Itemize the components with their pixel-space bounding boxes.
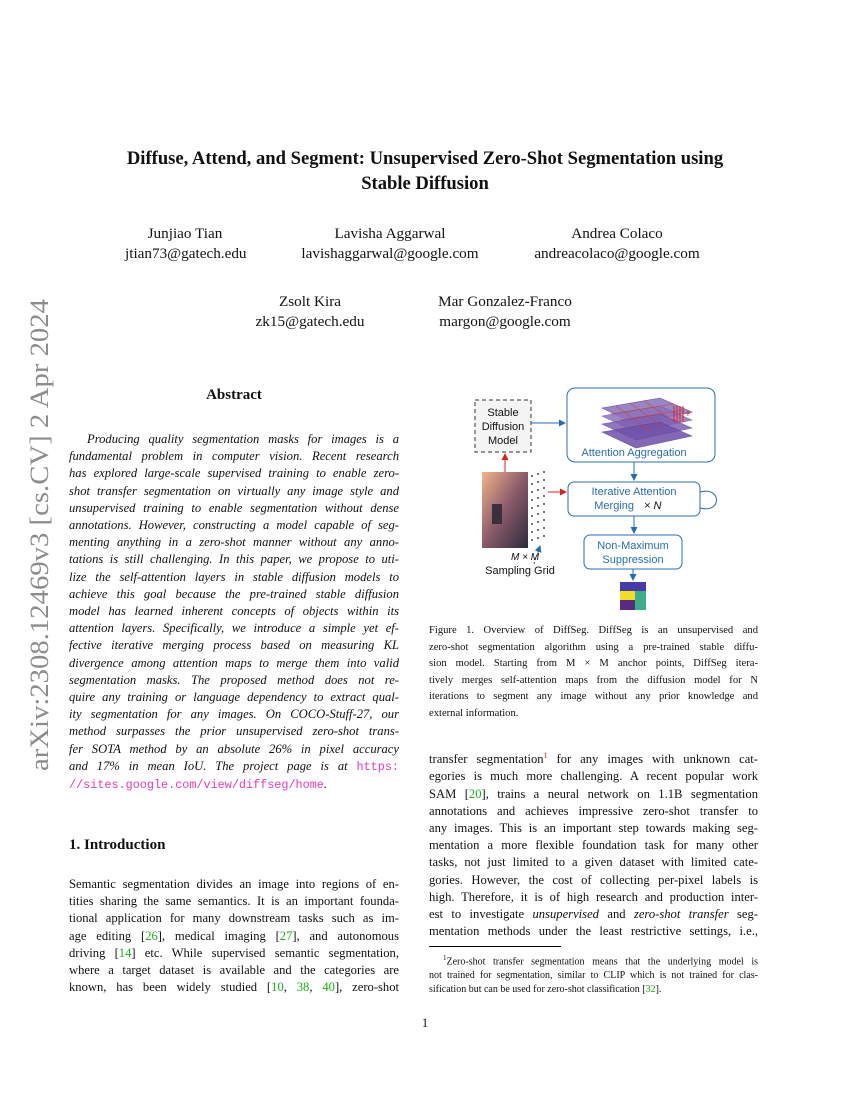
project-page-link[interactable]: https:	[356, 759, 399, 774]
footnote-rule	[429, 946, 561, 947]
body-line: gories. However, the cost of collecting per-pixel labels is	[429, 872, 758, 887]
iam-times-n: × N	[644, 500, 662, 512]
sd-label-3: Model	[488, 435, 518, 447]
citation[interactable]: 26	[145, 928, 158, 943]
arxiv-stamp	[2, 295, 60, 775]
nms-label-2: Suppression	[602, 554, 664, 566]
author-email: andreacolaco@google.com	[534, 245, 700, 262]
intro-line	[69, 928, 399, 945]
citation[interactable]: 38	[296, 980, 310, 995]
intro-line: tities sharing the same semantics. It is an important founda-	[69, 894, 399, 909]
intro-line	[69, 979, 399, 996]
caption-line: iterations to segment any image without any prior knowledge and	[429, 691, 758, 703]
citation[interactable]: 14	[118, 945, 132, 960]
intro-line: tional application for many downstream tasks such as im-	[69, 911, 399, 926]
abstract-line: attention layers. Specifically, we introduce a simple yet ef-	[69, 621, 399, 636]
t: for any images with unknown cat-	[547, 752, 758, 767]
abstract-line: fective iterative merging process based on measuring KL	[69, 638, 399, 653]
figure-1-caption	[429, 623, 758, 723]
t: ,	[309, 980, 323, 995]
abstract-line	[69, 776, 399, 794]
abstract-line: method surpasses the prior unsupervised zero-shot trans-	[69, 724, 399, 739]
abstract-text: .	[323, 777, 328, 792]
abstract-line: shot transfer segmentation on virtually any image style and	[69, 483, 399, 498]
abstract-line: menting anything in a zero-shot manner without any anno-	[69, 535, 399, 550]
t: ,	[283, 980, 297, 995]
body-line: mentation a more flexible foundation task for many other	[429, 838, 758, 853]
body-line	[429, 747, 758, 768]
abstract-line: ity segmentation for any images. On COCO-Stuff-27, our	[69, 707, 399, 722]
t: age editing [	[69, 928, 146, 943]
body-line: egories is much more challenging. A recent popular work	[429, 769, 758, 784]
body-line: annotations and achieves impressive zero-shot transfer to	[429, 803, 758, 818]
t: driving [	[69, 945, 119, 960]
sampling-grid-label: Sampling Grid	[485, 565, 555, 577]
sd-label-1: Stable	[487, 407, 519, 419]
page-number: 1	[421, 1016, 429, 1030]
footnote-line	[429, 951, 758, 969]
caption-line: external information.	[429, 707, 519, 719]
paper-title	[60, 146, 790, 196]
citation[interactable]: 40	[322, 980, 335, 995]
abstract-line: lize the self-attention layers in stable diffusion models to	[69, 569, 399, 584]
abstract-line: fundamental problem in computer vision. Recent research	[69, 449, 399, 464]
abstract-line: Producing quality segmentation masks for images is a	[87, 432, 399, 446]
iam-label-2: Merging	[594, 500, 634, 512]
footnote-line	[429, 983, 758, 997]
input-image	[482, 472, 528, 548]
t: ] etc. While supervised semantic segmentation,	[131, 945, 399, 960]
abstract-line: divergence among attention maps to merge them into valid	[69, 655, 399, 670]
abstract-body	[69, 431, 399, 794]
t: SAM [	[429, 786, 469, 801]
caption-line: tively merges self-attention maps from the diffusion model for N	[429, 674, 758, 686]
t: ], and autonomous	[292, 928, 399, 943]
author-email: lavishaggarwal@google.com	[301, 245, 479, 262]
author-name: Junjiao Tian	[147, 225, 223, 242]
image-figure	[492, 504, 502, 524]
abstract-line: annotations. However, constructing a model capable of seg-	[69, 518, 399, 533]
abstract-line	[69, 758, 399, 776]
author-email: margon@google.com	[439, 313, 571, 330]
t: known, has been widely studied [	[69, 980, 272, 995]
body-line: any images. This is an important step towards making seg-	[429, 821, 758, 835]
abstract-line: segmentation masks. The proposed method does not re-	[69, 672, 399, 687]
t: seg-	[728, 907, 758, 922]
loop-arrow	[700, 491, 717, 509]
author-email: zk15@gatech.edu	[255, 313, 365, 330]
sampling-grid-dots	[531, 471, 545, 541]
intro-heading: 1. Introduction	[69, 837, 166, 853]
abstract-line: model has learned inherent concepts of objects within its	[69, 604, 399, 619]
author-1	[125, 224, 245, 264]
figure-1-diagram	[470, 386, 720, 616]
abstract-heading: Abstract	[206, 387, 262, 403]
intro-line	[69, 945, 399, 962]
author-email: jtian73@gatech.edu	[125, 245, 247, 262]
abstract-line: has explored large-scale supervised training to enable zero-	[69, 466, 399, 481]
t: sification but can be used for zero-shot classification [	[429, 984, 646, 996]
body-line: tasks, not just limited to a given dataset with limited cate-	[429, 855, 758, 870]
t: ].	[655, 984, 662, 996]
citation[interactable]: 32	[645, 984, 656, 996]
title-line-1: Diffuse, Attend, and Segment: Unsupervised Zero-Shot Segmentation using	[126, 148, 724, 169]
caption-line: zero-shot segmentation algorithm using a pre-trained stable diffu-	[429, 641, 758, 653]
abstract-line: quire any training or language dependency to extract qual-	[69, 690, 399, 705]
nms-label-1: Non-Maximum	[597, 540, 669, 552]
citation[interactable]: 10	[271, 980, 284, 995]
t: Zero-shot transfer segmentation means that the underlying model is	[446, 956, 758, 968]
iam-label-1: Iterative Attention	[591, 486, 677, 498]
attention-aggregation-label: Attention Aggregation	[581, 447, 687, 459]
caption-line: Figure 1. Overview of DiffSeg. DiffSeg is an unsupervised and	[429, 625, 758, 636]
right-column-body	[429, 747, 758, 940]
grid-size-label: M × M	[510, 552, 540, 563]
body-line: high. Therefore, it is of high research and production inter-	[429, 889, 758, 904]
author-5	[425, 292, 585, 332]
citation[interactable]: 20	[468, 786, 482, 801]
author-name: Andrea Colaco	[571, 225, 663, 242]
t: transfer segmentation	[429, 752, 544, 767]
t: and	[598, 907, 634, 922]
abstract-line: unsupervised training to enable segmentation without dense	[69, 500, 399, 515]
intro-body	[69, 876, 399, 996]
project-page-link-cont[interactable]: //sites.google.com/view/diffseg/home	[69, 778, 324, 793]
author-3	[522, 224, 712, 264]
sd-label-2: Diffusion	[481, 421, 525, 433]
t: est to investigate	[429, 907, 533, 922]
author-name: Mar Gonzalez-Franco	[438, 293, 572, 310]
footnote-number: 1	[443, 954, 447, 962]
t: unsupervised	[532, 907, 599, 922]
footnote-marker[interactable]: 1	[543, 751, 548, 760]
citation[interactable]: 27	[279, 928, 293, 943]
abstract-line: fer SOTA method by an absolute 26% in pixel accuracy	[69, 741, 399, 756]
footnote	[429, 951, 758, 997]
abstract-line: achieve this goal because the pre-trained stable diffusion	[69, 586, 399, 601]
t: zero-shot transfer	[633, 907, 729, 922]
body-line	[429, 906, 758, 923]
intro-line: where a target dataset is available and the categories are	[69, 963, 399, 978]
abstract-text: and 17% in mean IoU. The project page is at	[69, 758, 357, 773]
segmentation-output-icon	[620, 582, 646, 610]
author-2	[290, 224, 490, 264]
author-name: Zsolt Kira	[278, 293, 341, 310]
body-line	[429, 786, 758, 803]
caption-line: sion model. Starting from M × M anchor points, DiffSeg itera-	[429, 658, 758, 670]
plus-sign: +	[685, 409, 691, 420]
footnote-line: not trained for segmentation, similar to CLIP which is not trained for clas-	[429, 970, 758, 982]
arxiv-stamp-text: arXiv:2308.12469v3 [cs.CV] 2 Apr 2024	[24, 335, 54, 771]
t: ], zero-shot	[334, 980, 400, 995]
intro-line: Semantic segmentation divides an image into regions of en-	[69, 877, 399, 891]
author-4	[245, 292, 375, 332]
t: ], trains a neural network on 1.1B segmentation	[481, 786, 758, 801]
body-line: mentation methods under the least restrictive settings, i.e.,	[429, 924, 758, 939]
title-line-2: Stable Diffusion	[361, 173, 489, 194]
abstract-line: tations is still challenging. In this paper, we propose to uti-	[69, 552, 399, 567]
t: ], medical imaging [	[157, 928, 280, 943]
author-name: Lavisha Aggarwal	[334, 225, 446, 242]
